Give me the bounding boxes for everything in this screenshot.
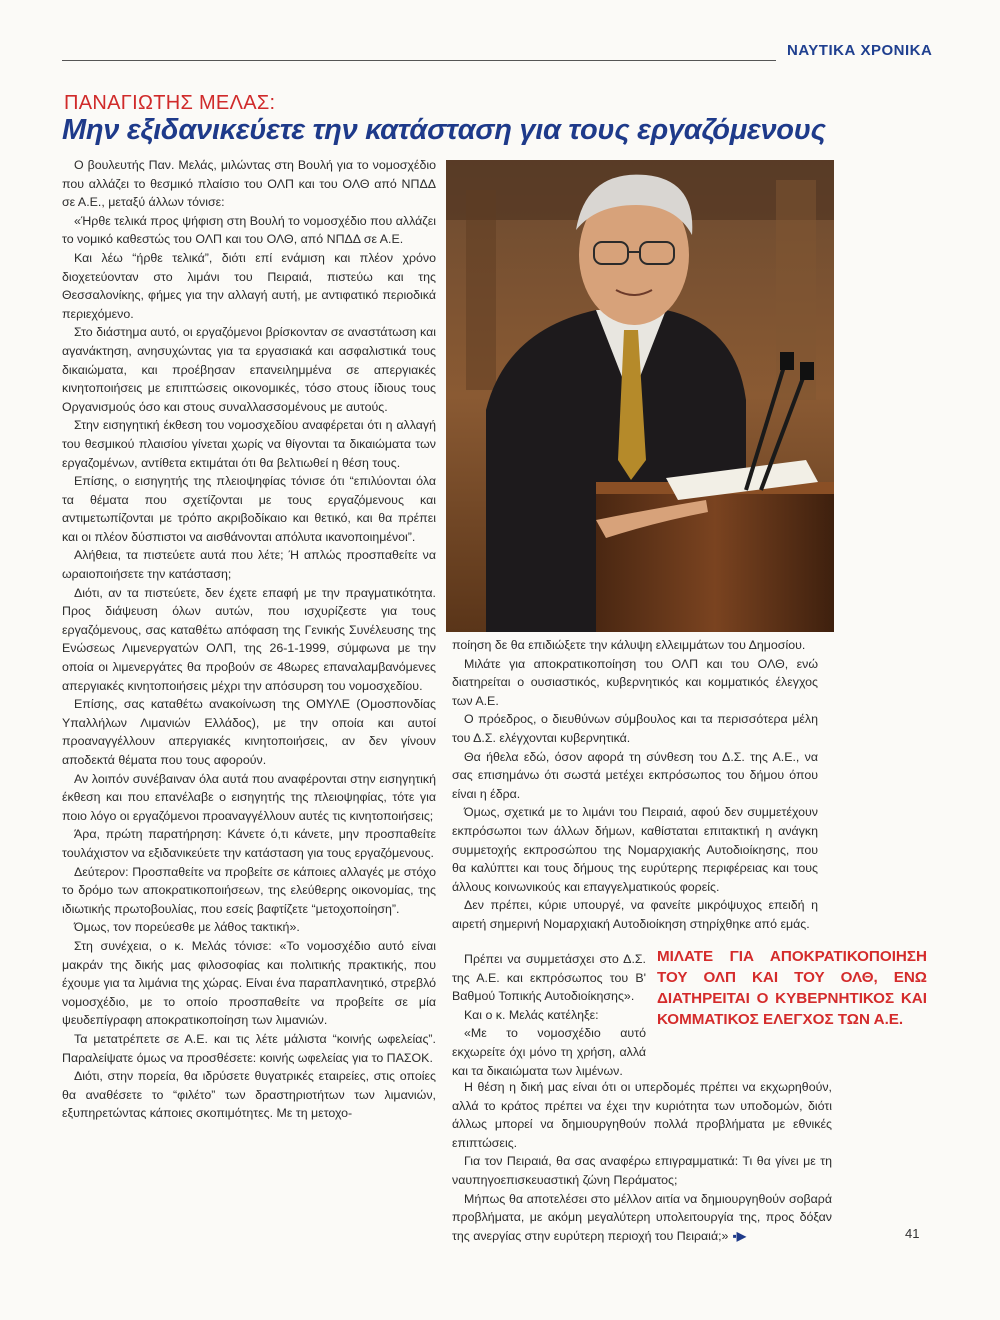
paragraph: «Με το νομοσχέδιο αυτό εκχωρείτε όχι μόνο τη χρήση, αλλά και τα δικαιώματα των λιμένων. (452, 1026, 646, 1078)
paragraph (452, 1190, 832, 1246)
paragraph: Στο διάστημα αυτό, οι εργαζόμενοι βρίσκονταν σε αναστάτωση και αγανάκτηση, ανησυχώντας για τα εργασιακά και ασφαλιστικά τους δικαιώματα, και προέβησαν επανειλημμένα σε απεργιακές κινητοποιήσεις με επιπτώσεις οικονομικές, τόσο στους ίδιους τους Οργανισμούς όσο και στους συναλλασσομένους με αυτούς. (62, 325, 436, 414)
pull-quote: ΜΙΛΑΤΕ ΓΙΑ ΑΠΟΚΡΑΤΙΚΟΠΟΙΗΣΗ ΤΟΥ ΟΛΠ ΚΑΙ ΤΟΥ ΟΛΘ, ΕΝΩ ΔΙΑΤΗΡΕΙΤΑΙ Ο ΚΥΒΕΡΝΗΤΙΚΟΣ ΚΑΙ ΚΟΜΜΑΤΙΚΟΣ ΕΛΕΓΧΟΣ ΤΩΝ Α.Ε. (657, 948, 927, 1028)
paragraph: Όμως, τον πορεύεσθε με λάθος τακτική». (74, 920, 300, 935)
paragraph: Τα μετατρέπετε σε Α.Ε. και τις λέτε μάλιστα “κοινής ωφελείας”. Παραλείψατε όμως να προσθέσετε: κοινής ωφελείας για το ΠΑΣΟΚ. (62, 1031, 436, 1065)
article-headline: Μην εξιδανικεύετε την κατάσταση για τους εργαζόμενους (62, 114, 826, 146)
paragraph: Επίσης, ο εισηγητής της πλειοψηφίας τόνισε ότι “επιλύονται όλα τα θέματα που σχετίζονται με τους εργαζόμενους και αντιμετωπίζονται με τρόπο ακριβοδίκαιο και θετικό, και θα πρέπει και οι πλέον δύσπιστοι να αισθάνονται απόλυτα ικανοποιημένοι”. (62, 474, 436, 544)
paragraph: «Ήρθε τελικά προς ψήφιση στη Βουλή το νομοσχέδιο που αλλάζει το νομικό καθεστώς του ΟΛΠ και του ΟΛΘ, από ΝΠΔΔ σε Α.Ε. (62, 213, 436, 247)
paragraph: Ο βουλευτής Παν. Μελάς, μιλώντας στη Βουλή για το νομοσχέδιο που αλλάζει το θεσμικό πλαίσιο του ΟΛΠ και του ΟΛΘ από ΝΠΔΔ σε Α.Ε., μεταξύ άλλων τόνισε: (62, 158, 436, 210)
paragraph: Θα ήθελα εδώ, όσον αφορά τη σύνθεση του Δ.Σ. της Α.Ε., να σας επισημάνω ότι σωστά μετέχει εκπρόσωπος του δήμου όπου είναι η έδρα. (452, 749, 818, 801)
paragraph: Διότι, αν τα πιστεύετε, δεν έχετε επαφή με την πραγματικότητα. Προς διάψευση όλων αυτών, που ισχυρίζεστε για τους εργαζόμενους, σας καταθέτω απόφαση της Γενικής Συνέλευσης της Ενώσεως Λιμενεργατών ΟΛΠ, της 26-1-1999, σύμφωνα με την οποία οι λιμενεργάτες θα προβούν σε 48ωρες επαναλαμβανόμενες απεργιακές κινητοποιήσεις μέχρι την απόσυρση του νομοσχεδίου. (62, 585, 436, 693)
end-of-article-icon: ▪▶ (732, 1228, 746, 1243)
header-rule (62, 60, 776, 61)
paragraph: Δεύτερον: Προσπαθείτε να προβείτε σε κάποιες αλλαγές με στόχο το δρόμο των αποκρατικοποιήσεων, της ελεύθερης οικονομίας, της ιδιωτικής πρωτοβουλίας, που εσείς βαφτίζετε “μετοχοποίηση”. (62, 864, 436, 916)
speaker-photo-illustration (446, 160, 834, 632)
paragraph: Μιλάτε για αποκρατικοποίηση του ΟΛΠ και του ΟΛΘ, ενώ διατηρείται ο ουσιαστικός, κυβερνητικός και κομματικός έλεγχος των Α.Ε. (452, 656, 818, 708)
paragraph: ποίηση δε θα επιδιώξετε την κάλυψη ελλειμμάτων του Δημοσίου. (452, 638, 806, 652)
right-column (452, 636, 818, 934)
paragraph: Άρα, πρώτη παρατήρηση: Κάνετε ό,τι κάνετε, μην προσπαθείτε τουλάχιστον να εξιδανικεύετε την κατάσταση για τους εργαζόμενους. (62, 827, 436, 860)
paragraph: Ο πρόεδρος, ο διευθύνων σύμβουλος και τα περισσότερα μέλη του Δ.Σ. ελέγχονται κυβερνητικά. (452, 712, 818, 745)
paragraph: Όμως, σχετικά με το λιμάνι του Πειραιά, αφού δεν συμμετέχουν εκπρόσωποι των άλλων δήμων, καθίσταται επιτακτική η ανάγκη συμμετοχής εκπροσώπου της Νομαρχιακής Αυτοδιοίκησης, που θα καλύπτει και τους δήμους της ευρύτερης περιφέρειας και τους άλλους κοινωνικούς και επαγγελματικούς φορείς. (452, 805, 818, 894)
paragraph: Πρέπει να συμμετάσχει στο Δ.Σ. της Α.Ε. και εκπρόσωπος του Β' Βαθμού Τοπικής Αυτοδιοίκησης». (452, 952, 646, 1004)
narrow-column (452, 950, 646, 1080)
page-number: 41 (905, 1226, 920, 1241)
closing-paragraph-text: Μήπως θα αποτελέσει στο μέλλον αιτία να δημιουργηθούν σοβαρά προβλήματα, με ακόμη μεγαλύτερη υπολειτουργία της, προς δόξαν της ανεργίας στην ευρύτερη περιοχή του Πειραιά;» (452, 1191, 832, 1243)
paragraph: Για τον Πειραιά, θα σας αναφέρω επιγραμματικά: Τι θα γίνει με τη ναυπηγοεπισκευαστική ζώνη Περάματος; (452, 1154, 832, 1187)
running-head: ΝΑΥΤΙΚΑ ΧΡΟΝΙΚΑ (787, 42, 933, 59)
bottom-right-column (452, 1078, 832, 1245)
paragraph: Στη συνέχεια, ο κ. Μελάς τόνισε: «Το νομοσχέδιο αυτό είναι μακράν της δικής μας φιλοσοφίας και πολιτικής πρακτικής, που έχουμε για τα λιμάνια της χώρας. Είναι ένα παραπλανητικό, στρεβλό νομοσχέδιο, με το οποίο προσπαθείτε να προβείτε σε μία ψευδεπίγραφη αποκρατικοποίηση των λιμανιών. (62, 938, 436, 1028)
left-column (62, 156, 436, 1123)
paragraph: Δεν πρέπει, κύριε υπουργέ, να φανείτε μικρόψυχος επειδή η αιρετή σημερινή Νομαρχιακή Αυτοδιοίκηση στηρίχθηκε από εμάς. (452, 898, 818, 931)
paragraph: Επίσης, σας καταθέτω ανακοίνωση της ΟΜΥΛΕ (Ομοσπονδίας Υπαλλήλων Λιμανιών Ελλάδος), με την οποία και αυτοί προαναγγέλλουν απεργιακές κινητοποιήσεις, αν δεν γίνουν αποδεκτά θέματα που τους αφορούν. (62, 697, 436, 767)
speaker-photo (446, 160, 834, 632)
paragraph: Η θέση η δική μας είναι ότι οι υπερδομές πρέπει να εκχωρηθούν, αλλά το κράτος πρέπει να έχει την κυριότητα των υποδομών, διότι άλλως μπορεί να δημιουργηθούν πολλά προβλήματα με εθνικές επιπτώσεις. (452, 1080, 832, 1150)
paragraph: Και λέω “ήρθε τελικά”, διότι επί ενάμιση και πλέον χρόνο διοχετεύονταν στο λιμάνι του Πειραιά, πιστεύω και της Θεσσαλονίκης, φήμες για την αλλαγή αυτή, με αντιφατικό περιοδικά περιεχόμενο. (62, 250, 436, 321)
paragraph: Διότι, στην πορεία, θα ιδρύσετε θυγατρικές εταιρείες, στις οποίες θα αναθέσετε το “φιλέτο” των δραστηριοτήτων των λιμανιών, εξυπηρετώντας κάποιες σκοπιμότητες. Με τη μετοχο- (62, 1069, 436, 1121)
article-kicker: ΠΑΝΑΓΙΩΤΗΣ ΜΕΛΑΣ: (64, 92, 276, 114)
paragraph: Στην εισηγητική έκθεση του νομοσχεδίου αναφέρεται ότι η αλλαγή του θεσμικού πλαισίου γίνεται χωρίς να θίγονται τα δικαιώματα των εργαζομένων, αντίθετα εκτιμάται ότι θα βελτιωθεί η θέση τους. (62, 418, 436, 470)
paragraph: Αν λοιπόν συνέβαιναν όλα αυτά που αναφέρονται στην εισηγητική έκθεση και που επανέλαβε ο εισηγητής της πλειοψηφίας, τότε για ποιο λόγο οι εργαζόμενοι προαναγγέλλουν αυτές τις κινητοποιήσεις; (62, 771, 436, 823)
paragraph: Και ο κ. Μελάς κατέληξε: (464, 1007, 599, 1022)
paragraph: Αλήθεια, τα πιστεύετε αυτά που λέτε; Ή απλώς προσπαθείτε να ωραιοποιήσετε την κατάσταση; (62, 548, 436, 582)
